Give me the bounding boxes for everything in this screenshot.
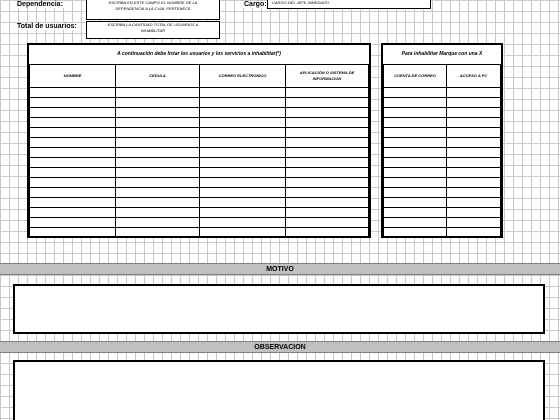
- dependencia-hint-line2: DEPENDENCIA A LA CUAL PERTENECE: [115, 6, 191, 11]
- users-table-row: [30, 178, 369, 188]
- table-cell[interactable]: [384, 148, 447, 158]
- table-cell[interactable]: [200, 118, 286, 128]
- column-header-cedula: CEDULA: [116, 65, 200, 88]
- table-cell[interactable]: [200, 108, 286, 118]
- total-hint-line1: ESCRIBA LA CANTIDAD TOTAL DE USUARIOS A: [107, 22, 199, 27]
- users-table-row: [30, 138, 369, 148]
- users-table-row: [30, 148, 369, 158]
- table-cell[interactable]: [447, 148, 501, 158]
- cargo-hint: CARGO DEL JEFE INMEDIATO: [272, 0, 330, 5]
- table-cell[interactable]: [200, 148, 286, 158]
- table-cell[interactable]: [447, 198, 501, 208]
- table-cell[interactable]: [447, 128, 501, 138]
- column-header-nombre: NOMBRE: [30, 65, 116, 88]
- table-cell[interactable]: [384, 118, 447, 128]
- table-cell[interactable]: [200, 88, 286, 98]
- services-table-row: [384, 228, 501, 238]
- table-cell[interactable]: [116, 118, 200, 128]
- users-table-row: [30, 108, 369, 118]
- users-table-row: [30, 158, 369, 168]
- services-table-row: [384, 168, 501, 178]
- table-cell[interactable]: [384, 138, 447, 148]
- table-cell[interactable]: [200, 228, 286, 238]
- total-usuarios-field[interactable]: [86, 21, 220, 39]
- table-cell[interactable]: [286, 198, 369, 208]
- table-cell[interactable]: [30, 178, 116, 188]
- table-cell[interactable]: [30, 88, 116, 98]
- table-cell[interactable]: [200, 158, 286, 168]
- table-cell[interactable]: [30, 168, 116, 178]
- table-cell[interactable]: [116, 178, 200, 188]
- table-cell[interactable]: [286, 178, 369, 188]
- table-cell[interactable]: [30, 118, 116, 128]
- table-cell[interactable]: [384, 198, 447, 208]
- table-cell[interactable]: [116, 208, 200, 218]
- table-cell[interactable]: [286, 228, 369, 238]
- table-cell[interactable]: [447, 158, 501, 168]
- table-cell[interactable]: [384, 188, 447, 198]
- table-cell[interactable]: [30, 148, 116, 158]
- table-cell[interactable]: [30, 108, 116, 118]
- table-cell[interactable]: [116, 158, 200, 168]
- table-cell[interactable]: [200, 218, 286, 228]
- table-cell[interactable]: [447, 118, 501, 128]
- table-cell[interactable]: [384, 128, 447, 138]
- table-cell[interactable]: [384, 178, 447, 188]
- table-cell[interactable]: [447, 208, 501, 218]
- table-cell[interactable]: [384, 88, 447, 98]
- services-table-row: [384, 98, 501, 108]
- table-cell[interactable]: [286, 88, 369, 98]
- table-cell[interactable]: [30, 158, 116, 168]
- services-table-row: [384, 138, 501, 148]
- total-hint-line2: INHABILITAR: [140, 28, 166, 33]
- table-cell[interactable]: [384, 108, 447, 118]
- motivo-section-header: MOTIVO: [0, 263, 560, 275]
- users-table-row: [30, 218, 369, 228]
- table-cell[interactable]: [447, 168, 501, 178]
- table-cell[interactable]: [30, 98, 116, 108]
- table-cell[interactable]: [30, 198, 116, 208]
- dependencia-label: Dependencia:: [17, 1, 63, 8]
- table-cell[interactable]: [447, 138, 501, 148]
- table-cell[interactable]: [116, 138, 200, 148]
- column-header-acceso-pc: ACCESO A PC: [447, 65, 501, 88]
- table-cell[interactable]: [384, 228, 447, 238]
- table-cell[interactable]: [286, 98, 369, 108]
- services-table-row: [384, 118, 501, 128]
- users-table-panel: [27, 43, 371, 238]
- table-cell[interactable]: [447, 178, 501, 188]
- table-cell[interactable]: [447, 188, 501, 198]
- services-table-row: [384, 128, 501, 138]
- table-cell[interactable]: [200, 178, 286, 188]
- observacion-field[interactable]: [13, 360, 545, 420]
- services-table-row: [384, 178, 501, 188]
- cargo-field[interactable]: [267, 0, 431, 9]
- table-cell[interactable]: [30, 138, 116, 148]
- table-cell[interactable]: [116, 228, 200, 238]
- table-cell[interactable]: [116, 188, 200, 198]
- table-cell[interactable]: [116, 88, 200, 98]
- table-cell[interactable]: [447, 108, 501, 118]
- services-table-row: [384, 208, 501, 218]
- table-cell[interactable]: [286, 218, 369, 228]
- table-cell[interactable]: [286, 128, 369, 138]
- users-table-row: [30, 118, 369, 128]
- services-table: [383, 64, 501, 238]
- table-cell[interactable]: [116, 148, 200, 158]
- motivo-field[interactable]: [13, 284, 545, 334]
- users-table-row: [30, 168, 369, 178]
- table-cell[interactable]: [286, 188, 369, 198]
- table-cell[interactable]: [30, 208, 116, 218]
- users-table-row: [30, 188, 369, 198]
- dependencia-hint-line1: ESCRIBA EN ESTE CAMPO EL NOMBRE DE LA: [108, 0, 198, 5]
- table-cell[interactable]: [200, 98, 286, 108]
- users-table-row: [30, 208, 369, 218]
- table-cell[interactable]: [116, 98, 200, 108]
- cargo-label: Cargo:: [244, 1, 267, 8]
- users-table-row: [30, 88, 369, 98]
- services-table-panel: [381, 43, 503, 238]
- table-cell[interactable]: [447, 98, 501, 108]
- services-table-row: [384, 188, 501, 198]
- table-cell[interactable]: [384, 208, 447, 218]
- services-table-row: [384, 198, 501, 208]
- users-table: [29, 64, 369, 238]
- table-cell[interactable]: [200, 208, 286, 218]
- services-table-row: [384, 88, 501, 98]
- table-cell[interactable]: [384, 98, 447, 108]
- column-header-correo: CORREO ELECTRONICO: [200, 65, 286, 88]
- table-cell[interactable]: [286, 158, 369, 168]
- table-cell[interactable]: [286, 108, 369, 118]
- services-table-row: [384, 218, 501, 228]
- table-cell[interactable]: [116, 168, 200, 178]
- table-cell[interactable]: [200, 188, 286, 198]
- services-table-row: [384, 108, 501, 118]
- services-table-title: Para inhabilitar Marque con una X: [401, 51, 483, 57]
- table-cell[interactable]: [200, 128, 286, 138]
- table-cell[interactable]: [30, 128, 116, 138]
- table-cell[interactable]: [447, 228, 501, 238]
- services-table-row: [384, 148, 501, 158]
- dependencia-field[interactable]: [86, 0, 220, 20]
- table-cell[interactable]: [30, 218, 116, 228]
- table-cell[interactable]: [200, 198, 286, 208]
- table-cell[interactable]: [116, 198, 200, 208]
- services-table-row: [384, 158, 501, 168]
- table-cell[interactable]: [447, 88, 501, 98]
- table-cell[interactable]: [384, 158, 447, 168]
- observacion-section-header: OBSERVACION: [0, 341, 560, 353]
- table-cell[interactable]: [200, 138, 286, 148]
- table-cell[interactable]: [286, 208, 369, 218]
- users-table-row: [30, 128, 369, 138]
- users-table-row: [30, 198, 369, 208]
- column-header-aplicacion: APLICACIÓN O SISTEMA DE INFORMACION: [286, 65, 369, 88]
- table-cell[interactable]: [116, 128, 200, 138]
- table-cell[interactable]: [384, 168, 447, 178]
- column-header-cuenta-correo: CUENTA DE CORREO: [384, 65, 447, 88]
- table-cell[interactable]: [384, 218, 447, 228]
- table-cell[interactable]: [116, 218, 200, 228]
- table-cell[interactable]: [286, 148, 369, 158]
- table-cell[interactable]: [200, 168, 286, 178]
- table-cell[interactable]: [286, 118, 369, 128]
- table-cell[interactable]: [30, 228, 116, 238]
- users-table-row: [30, 98, 369, 108]
- users-table-row: [30, 228, 369, 238]
- table-cell[interactable]: [286, 138, 369, 148]
- users-table-title: A continuación debe listar los usuarios y los servicios a inhabilitar(*): [117, 51, 281, 57]
- table-cell[interactable]: [286, 168, 369, 178]
- total-usuarios-label: Total de usuarios:: [17, 23, 77, 30]
- table-cell[interactable]: [116, 108, 200, 118]
- table-cell[interactable]: [30, 188, 116, 198]
- table-cell[interactable]: [447, 218, 501, 228]
